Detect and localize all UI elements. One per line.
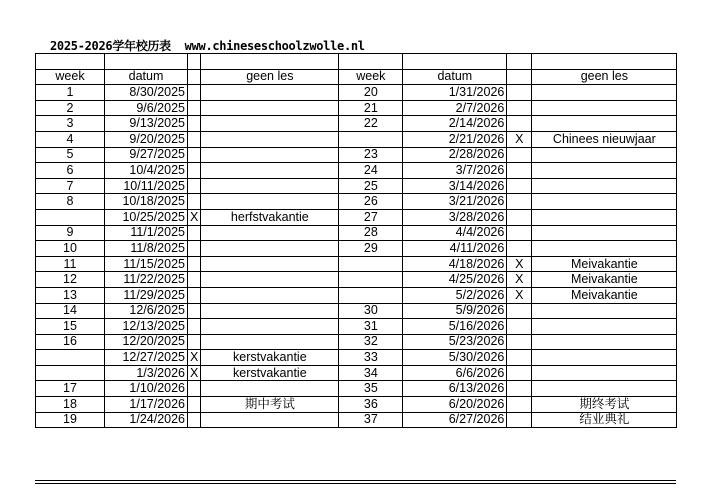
datum-right: 6/27/2026	[403, 412, 507, 428]
week-right: 30	[339, 303, 403, 319]
week-right: 24	[339, 163, 403, 179]
table-row	[36, 256, 677, 272]
table-row	[36, 241, 677, 257]
week-right: 32	[339, 334, 403, 350]
x-mark-left: X	[188, 365, 201, 381]
datum-right: 3/21/2026	[403, 194, 507, 210]
table-row	[36, 147, 677, 163]
x-mark-right	[507, 319, 532, 335]
table-row	[36, 412, 677, 428]
x-mark-left	[188, 85, 201, 101]
table-row	[36, 350, 677, 366]
x-mark-left	[188, 194, 201, 210]
datum-right: 3/7/2026	[403, 163, 507, 179]
geen-les-right	[532, 319, 677, 335]
x-mark-right	[507, 350, 532, 366]
geen-les-left	[201, 303, 339, 319]
bottom-double-line-bottom	[35, 483, 676, 484]
x-mark-right	[507, 365, 532, 381]
datum-left: 11/1/2025	[105, 225, 188, 241]
geen-les-left	[201, 131, 339, 147]
table-row	[36, 100, 677, 116]
x-mark-right	[507, 209, 532, 225]
geen-les-right	[532, 85, 677, 101]
page-title: 2025-2026学年校历表 www.chineseschoolzwolle.nl	[50, 39, 365, 53]
datum-left: 10/11/2025	[105, 178, 188, 194]
table-row	[36, 209, 677, 225]
geen-les-left	[201, 116, 339, 132]
week-right: 37	[339, 412, 403, 428]
week-right: 21	[339, 100, 403, 116]
x-mark-right	[507, 303, 532, 319]
datum-right: 4/4/2026	[403, 225, 507, 241]
x-mark-left	[188, 319, 201, 335]
geen-les-left	[201, 334, 339, 350]
table-row	[36, 178, 677, 194]
datum-right: 5/16/2026	[403, 319, 507, 335]
datum-right: 2/14/2026	[403, 116, 507, 132]
week-left	[36, 209, 105, 225]
week-right: 26	[339, 194, 403, 210]
table-row	[36, 381, 677, 397]
geen-les-right	[532, 225, 677, 241]
datum-left: 11/22/2025	[105, 272, 188, 288]
x-mark-left	[188, 303, 201, 319]
x-mark-left	[188, 116, 201, 132]
week-right	[339, 272, 403, 288]
geen-les-left: herfstvakantie	[201, 209, 339, 225]
geen-les-left	[201, 256, 339, 272]
x-mark-left	[188, 225, 201, 241]
datum-left: 1/17/2026	[105, 397, 188, 413]
week-left: 8	[36, 194, 105, 210]
geen-les-left	[201, 381, 339, 397]
week-right: 27	[339, 209, 403, 225]
header-row	[36, 69, 677, 85]
table-row	[36, 163, 677, 179]
week-left: 9	[36, 225, 105, 241]
week-left: 3	[36, 116, 105, 132]
week-right	[339, 256, 403, 272]
geen-les-right	[532, 381, 677, 397]
x-mark-left	[188, 163, 201, 179]
geen-les-right	[532, 209, 677, 225]
week-right: 35	[339, 381, 403, 397]
x-mark-right	[507, 147, 532, 163]
x-mark-left	[188, 131, 201, 147]
datum-left: 10/25/2025	[105, 209, 188, 225]
table-row	[36, 194, 677, 210]
blank-row	[36, 54, 677, 70]
datum-left: 12/13/2025	[105, 319, 188, 335]
week-left: 16	[36, 334, 105, 350]
datum-right: 6/13/2026	[403, 381, 507, 397]
datum-right: 1/31/2026	[403, 85, 507, 101]
week-left: 10	[36, 241, 105, 257]
geen-les-right	[532, 147, 677, 163]
x-mark-left	[188, 241, 201, 257]
geen-les-left	[201, 147, 339, 163]
week-right: 25	[339, 178, 403, 194]
table-row	[36, 334, 677, 350]
datum-right: 4/18/2026	[403, 256, 507, 272]
datum-right: 3/28/2026	[403, 209, 507, 225]
table-row	[36, 287, 677, 303]
geen-les-left: kerstvakantie	[201, 365, 339, 381]
x-mark-left	[188, 334, 201, 350]
datum-right: 6/6/2026	[403, 365, 507, 381]
geen-les-left	[201, 100, 339, 116]
datum-right: 5/23/2026	[403, 334, 507, 350]
week-right: 31	[339, 319, 403, 335]
week-left: 13	[36, 287, 105, 303]
x-mark-right	[507, 194, 532, 210]
week-left: 19	[36, 412, 105, 428]
x-mark-right	[507, 100, 532, 116]
datum-left: 11/15/2025	[105, 256, 188, 272]
datum-right: 2/28/2026	[403, 147, 507, 163]
x-mark-left	[188, 412, 201, 428]
header-geen-les-right: geen les	[532, 69, 677, 85]
x-mark-right	[507, 334, 532, 350]
geen-les-left	[201, 241, 339, 257]
geen-les-right: Meivakantie	[532, 287, 677, 303]
week-left: 2	[36, 100, 105, 116]
datum-right: 2/7/2026	[403, 100, 507, 116]
header-week-right: week	[339, 69, 403, 85]
x-mark-left	[188, 381, 201, 397]
x-mark-right	[507, 85, 532, 101]
geen-les-left	[201, 272, 339, 288]
table-row	[36, 303, 677, 319]
week-right: 33	[339, 350, 403, 366]
datum-right: 5/30/2026	[403, 350, 507, 366]
geen-les-left: 期中考试	[201, 397, 339, 413]
calendar-table	[35, 53, 677, 428]
geen-les-right	[532, 303, 677, 319]
geen-les-right	[532, 365, 677, 381]
x-mark-right	[507, 178, 532, 194]
x-mark-right: X	[507, 256, 532, 272]
datum-right: 2/21/2026	[403, 131, 507, 147]
x-mark-right: X	[507, 131, 532, 147]
x-mark-right: X	[507, 287, 532, 303]
geen-les-right	[532, 178, 677, 194]
geen-les-right	[532, 116, 677, 132]
datum-left: 9/6/2025	[105, 100, 188, 116]
geen-les-left	[201, 85, 339, 101]
week-left: 1	[36, 85, 105, 101]
geen-les-right: Meivakantie	[532, 256, 677, 272]
geen-les-right	[532, 100, 677, 116]
datum-left: 1/24/2026	[105, 412, 188, 428]
geen-les-right	[532, 194, 677, 210]
week-left: 12	[36, 272, 105, 288]
week-left: 6	[36, 163, 105, 179]
x-mark-left	[188, 397, 201, 413]
datum-right: 4/25/2026	[403, 272, 507, 288]
week-right: 29	[339, 241, 403, 257]
week-right: 20	[339, 85, 403, 101]
datum-left: 12/6/2025	[105, 303, 188, 319]
geen-les-right	[532, 334, 677, 350]
datum-left: 8/30/2025	[105, 85, 188, 101]
table-row	[36, 131, 677, 147]
x-mark-left	[188, 100, 201, 116]
x-mark-right	[507, 381, 532, 397]
x-mark-right: X	[507, 272, 532, 288]
week-left: 11	[36, 256, 105, 272]
week-right: 36	[339, 397, 403, 413]
x-mark-right	[507, 241, 532, 257]
week-right	[339, 131, 403, 147]
table-row	[36, 319, 677, 335]
datum-left: 9/20/2025	[105, 131, 188, 147]
datum-right: 3/14/2026	[403, 178, 507, 194]
datum-left: 11/29/2025	[105, 287, 188, 303]
datum-right: 5/2/2026	[403, 287, 507, 303]
geen-les-left	[201, 178, 339, 194]
week-right: 22	[339, 116, 403, 132]
table-row	[36, 365, 677, 381]
geen-les-left	[201, 287, 339, 303]
datum-left: 1/3/2026	[105, 365, 188, 381]
week-left	[36, 365, 105, 381]
geen-les-left	[201, 163, 339, 179]
datum-left: 1/10/2026	[105, 381, 188, 397]
x-mark-left	[188, 287, 201, 303]
bottom-double-line-top	[35, 480, 676, 481]
table-row	[36, 225, 677, 241]
x-mark-right	[507, 116, 532, 132]
week-left: 15	[36, 319, 105, 335]
table-row	[36, 116, 677, 132]
week-right	[339, 287, 403, 303]
x-mark-left: X	[188, 209, 201, 225]
week-left: 4	[36, 131, 105, 147]
x-mark-right	[507, 412, 532, 428]
table-row	[36, 85, 677, 101]
geen-les-right: Chinees nieuwjaar	[532, 131, 677, 147]
week-left: 17	[36, 381, 105, 397]
week-left: 18	[36, 397, 105, 413]
datum-right: 4/11/2026	[403, 241, 507, 257]
week-right: 34	[339, 365, 403, 381]
datum-left: 9/13/2025	[105, 116, 188, 132]
header-geen-les-left: geen les	[201, 69, 339, 85]
x-mark-right	[507, 225, 532, 241]
geen-les-right	[532, 163, 677, 179]
week-right: 23	[339, 147, 403, 163]
table-row	[36, 272, 677, 288]
x-mark-right	[507, 397, 532, 413]
x-mark-left	[188, 272, 201, 288]
week-left: 14	[36, 303, 105, 319]
week-right: 28	[339, 225, 403, 241]
datum-left: 11/8/2025	[105, 241, 188, 257]
table-body	[36, 85, 677, 428]
datum-left: 12/20/2025	[105, 334, 188, 350]
table-row	[36, 397, 677, 413]
week-left	[36, 350, 105, 366]
geen-les-left	[201, 225, 339, 241]
datum-right: 6/20/2026	[403, 397, 507, 413]
header-week-left: week	[36, 69, 105, 85]
geen-les-right	[532, 350, 677, 366]
geen-les-left	[201, 194, 339, 210]
geen-les-right	[532, 241, 677, 257]
geen-les-left	[201, 319, 339, 335]
geen-les-left: kerstvakantie	[201, 350, 339, 366]
geen-les-right: 结业典礼	[532, 412, 677, 428]
datum-left: 12/27/2025	[105, 350, 188, 366]
week-left: 5	[36, 147, 105, 163]
header-datum-left: datum	[105, 69, 188, 85]
datum-left: 10/4/2025	[105, 163, 188, 179]
x-mark-left	[188, 147, 201, 163]
header-datum-right: datum	[403, 69, 507, 85]
x-mark-right	[507, 163, 532, 179]
week-left: 7	[36, 178, 105, 194]
x-mark-left: X	[188, 350, 201, 366]
datum-left: 9/27/2025	[105, 147, 188, 163]
datum-left: 10/18/2025	[105, 194, 188, 210]
geen-les-right: 期终考试	[532, 397, 677, 413]
geen-les-left	[201, 412, 339, 428]
x-mark-left	[188, 178, 201, 194]
x-mark-left	[188, 256, 201, 272]
geen-les-right: Meivakantie	[532, 272, 677, 288]
datum-right: 5/9/2026	[403, 303, 507, 319]
